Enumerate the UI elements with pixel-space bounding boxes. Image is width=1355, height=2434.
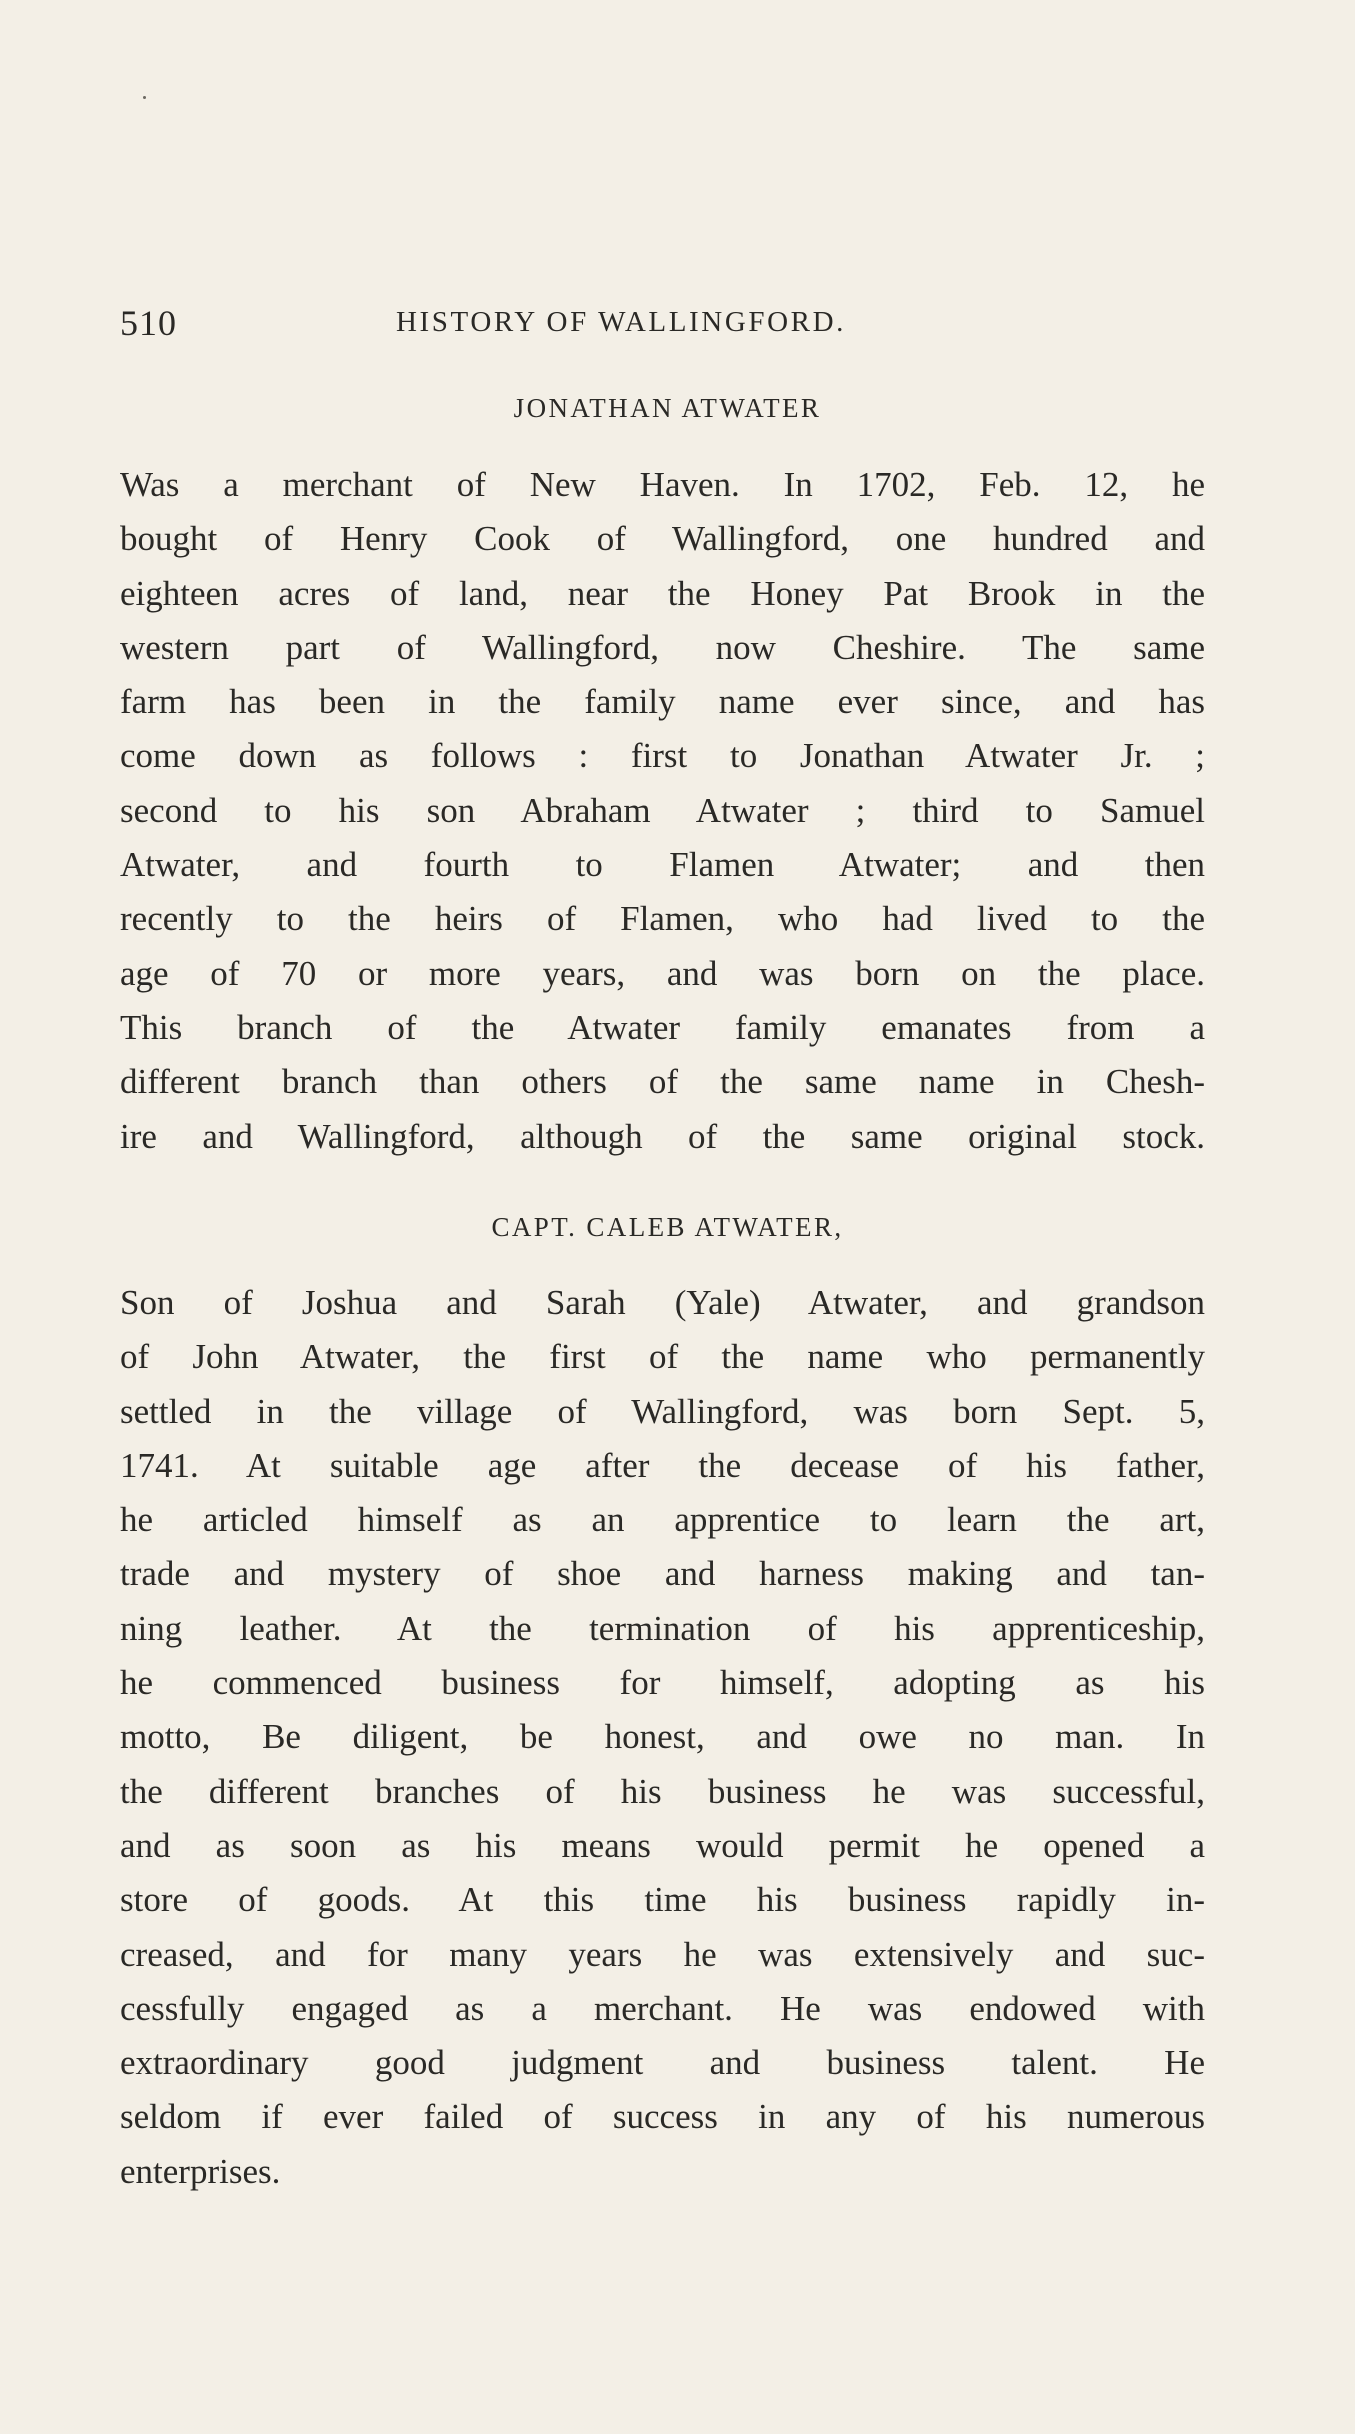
paragraph-caleb-atwater — [120, 1276, 1205, 2199]
text-line: eighteen acres of land, near the Honey Pat Brook in the — [120, 573, 1205, 613]
text-line: ning leather. At the termination of his apprenticeship, — [120, 1608, 1205, 1648]
text-line: he commenced business for himself, adopting as his — [120, 1663, 1205, 1703]
text-line: age of 70 or more years, and was born on the place. — [120, 953, 1205, 993]
text-line: Was a merchant of New Haven. In 1702, Feb. 12, he — [120, 465, 1205, 504]
text-line: second to his son Abraham Atwater ; third to Samuel — [120, 790, 1205, 830]
text-line: seldom if ever failed of success in any of his numerous — [120, 2097, 1205, 2137]
running-title: HISTORY OF WALLINGFORD. — [396, 306, 846, 338]
text-line: Atwater, and fourth to Flamen Atwater; and then — [120, 845, 1205, 885]
text-line: he articled himself as an apprentice to learn the art, — [120, 1500, 1205, 1540]
text-line: bought of Henry Cook of Wallingford, one hundred and — [120, 519, 1205, 559]
text-line: 1741. At suitable age after the decease of his father, — [120, 1445, 1205, 1485]
text-line: This branch of the Atwater family emanates from a — [120, 1007, 1205, 1047]
text-line: settled in the village of Wallingford, was born Sept. 5, — [120, 1391, 1205, 1431]
text-line: Son of Joshua and Sarah (Yale) Atwater, and grandson — [120, 1283, 1205, 1322]
section-heading-caleb-atwater: CAPT. CALEB ATWATER, — [491, 1212, 844, 1242]
running-head — [120, 302, 1215, 350]
page-number: 510 — [120, 303, 177, 343]
ink-speck — [143, 96, 146, 99]
text-line: ire and Wallingford, although of the same original stock. — [120, 1116, 1205, 1156]
section-heading-jonathan-atwater: JONATHAN ATWATER — [513, 393, 822, 423]
text-line: motto, Be diligent, be honest, and owe no man. In — [120, 1717, 1205, 1757]
text-line: farm has been in the family name ever since, and has — [120, 682, 1205, 722]
text-line: of John Atwater, the first of the name who permanently — [120, 1337, 1205, 1377]
paragraph-jonathan-atwater — [120, 458, 1205, 1164]
text-line: the different branches of his business he was successful, — [120, 1771, 1205, 1811]
text-line: different branch than others of the same name in Chesh- — [120, 1062, 1205, 1102]
text-line: extraordinary good judgment and business talent. He — [120, 2043, 1205, 2083]
text-line: trade and mystery of shoe and harness making and tan- — [120, 1554, 1205, 1594]
text-line: enterprises. — [120, 2151, 281, 2191]
text-line: cessfully engaged as a merchant. He was endowed with — [120, 1988, 1205, 2028]
text-line: creased, and for many years he was extensively and suc- — [120, 1934, 1205, 1974]
text-line: recently to the heirs of Flamen, who had lived to the — [120, 899, 1205, 939]
text-line: western part of Wallingford, now Cheshire. The same — [120, 627, 1205, 667]
text-line: and as soon as his means would permit he opened a — [120, 1825, 1205, 1865]
text-line: come down as follows : first to Jonathan Atwater Jr. ; — [120, 736, 1205, 776]
text-line: store of goods. At this time his business rapidly in- — [120, 1880, 1205, 1920]
